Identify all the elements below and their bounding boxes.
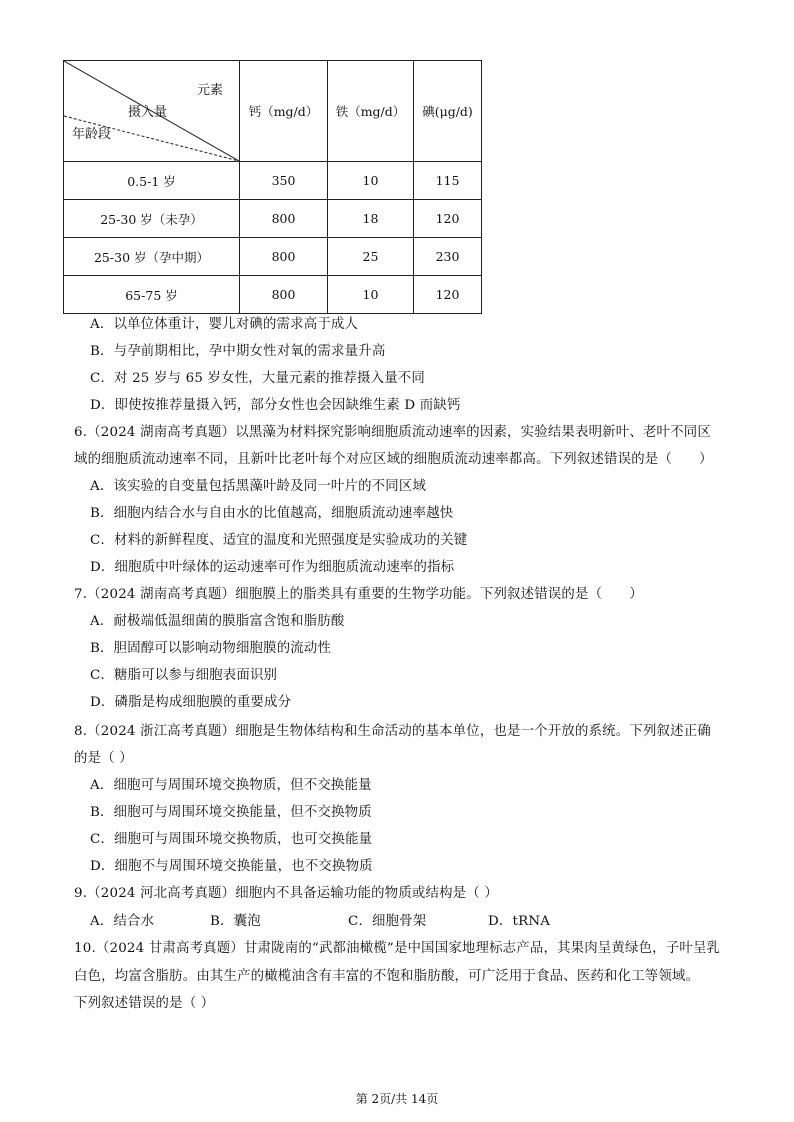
header-intake-label: 摄入量 — [128, 105, 168, 120]
q8-stem-line2: 的是（ ） — [74, 751, 133, 766]
q8-option-c: C．细胞可与周围环境交换物质，也可交换能量 — [90, 832, 373, 847]
q7-option-d: D．磷脂是构成细胞膜的重要成分 — [90, 695, 292, 710]
nutrient-intake-table — [63, 60, 482, 314]
table-cell-calcium: 800 — [240, 238, 328, 276]
table-cell-age: 65-75 岁 — [64, 276, 240, 314]
q9-option-c: C．细胞骨架 — [348, 914, 427, 929]
q8-stem-line1: 8.（2024 浙江高考真题）细胞是生物体结构和生命活动的基本单位，也是一个开放的系统。下列叙述正确 — [74, 724, 711, 739]
q7-stem: 7.（2024 湖南高考真题）细胞膜上的脂类具有重要的生物学功能。下列叙述错误的是（ ） — [74, 587, 643, 602]
q6-option-b: B．细胞内结合水与自由水的比值越高，细胞质流动速率越快 — [90, 506, 454, 521]
table-cell-calcium: 800 — [240, 200, 328, 238]
table-cell-iron: 10 — [328, 276, 414, 314]
column-header-iodine: 碘(μg/d) — [414, 61, 482, 162]
q8-option-d: D．细胞不与周围环境交换能量，也不交换物质 — [90, 859, 373, 874]
q9-option-d: D．tRNA — [488, 914, 551, 929]
q8-option-a: A．细胞可与周围环境交换物质，但不交换能量 — [90, 778, 372, 793]
table-cell-calcium: 350 — [240, 162, 328, 200]
page-footer: 第 2页/共 14页 — [355, 1092, 439, 1106]
table-row — [64, 238, 482, 276]
table-cell-iron: 18 — [328, 200, 414, 238]
q9-stem: 9.（2024 河北高考真题）细胞内不具备运输功能的物质或结构是（ ） — [74, 886, 498, 901]
q5-option-c: C．对 25 岁与 65 岁女性，大量元素的推荐摄入量不同 — [90, 371, 425, 386]
column-header-calcium: 钙（mg/d） — [240, 61, 328, 162]
q6-option-d: D．细胞质中叶绿体的运动速率可作为细胞质流动速率的指标 — [90, 560, 455, 575]
header-age-label: 年龄段 — [72, 127, 112, 142]
table-row — [64, 276, 482, 314]
q6-stem-line2: 域的细胞质流动速率不同，且新叶比老叶每个对应区域的细胞质流动速率都高。下列叙述错误的是（ ） — [74, 452, 713, 467]
q7-option-c: C．糖脂可以参与细胞表面识别 — [90, 668, 278, 683]
q8-option-b: B．细胞可与周围环境交换能量，但不交换物质 — [90, 805, 372, 820]
q10-stem-line1: 10.（2024 甘肃高考真题）甘肃陇南的“武都油橄榄”是中国国家地理标志产品，其果肉呈黄绿色，子叶呈乳 — [74, 941, 721, 956]
table-cell-calcium: 800 — [240, 276, 328, 314]
q5-option-d: D．即使按推荐量摄入钙，部分女性也会因缺维生素 D 而缺钙 — [90, 398, 461, 413]
q9-option-a: A．结合水 — [90, 914, 155, 929]
column-header-iron: 铁（mg/d） — [328, 61, 414, 162]
q6-option-a: A．该实验的自变量包括黑藻叶龄及同一叶片的不同区域 — [90, 479, 427, 494]
table-row — [64, 162, 482, 200]
table-cell-iodine: 120 — [414, 200, 482, 238]
q6-option-c: C．材料的新鲜程度、适宜的温度和光照强度是实验成功的关键 — [90, 533, 468, 548]
q10-stem-line2: 白色，均富含脂肪。由其生产的橄榄油含有丰富的不饱和脂肪酸，可广泛用于食品、医药和化工等领域。 — [74, 969, 700, 984]
table-header-row — [64, 61, 482, 162]
table-cell-iron: 25 — [328, 238, 414, 276]
table-cell-iodine: 230 — [414, 238, 482, 276]
table-cell-iodine: 120 — [414, 276, 482, 314]
table-cell-age: 25-30 岁（未孕） — [64, 200, 240, 238]
q9-option-b: B．囊泡 — [210, 914, 261, 929]
header-element-label: 元素 — [196, 83, 223, 98]
q5-option-b: B．与孕前期相比，孕中期女性对氧的需求量升高 — [90, 344, 386, 359]
table-cell-iron: 10 — [328, 162, 414, 200]
diagonal-header-cell — [64, 61, 240, 162]
q5-option-a: A．以单位体重计，婴儿对碘的需求高于成人 — [90, 317, 359, 332]
table-cell-age: 25-30 岁（孕中期） — [64, 238, 240, 276]
table-row — [64, 200, 482, 238]
table-cell-age: 0.5-1 岁 — [64, 162, 240, 200]
q10-stem-line3: 下列叙述错误的是（ ） — [74, 996, 215, 1011]
q6-stem-line1: 6.（2024 湖南高考真题）以黑藻为材料探究影响细胞质流动速率的因素，实验结果表明新叶、老叶不同区 — [74, 425, 711, 440]
table-cell-iodine: 115 — [414, 162, 482, 200]
q7-option-a: A．耐极端低温细菌的膜脂富含饱和脂肪酸 — [90, 614, 345, 629]
q7-option-b: B．胆固醇可以影响动物细胞膜的流动性 — [90, 641, 332, 656]
